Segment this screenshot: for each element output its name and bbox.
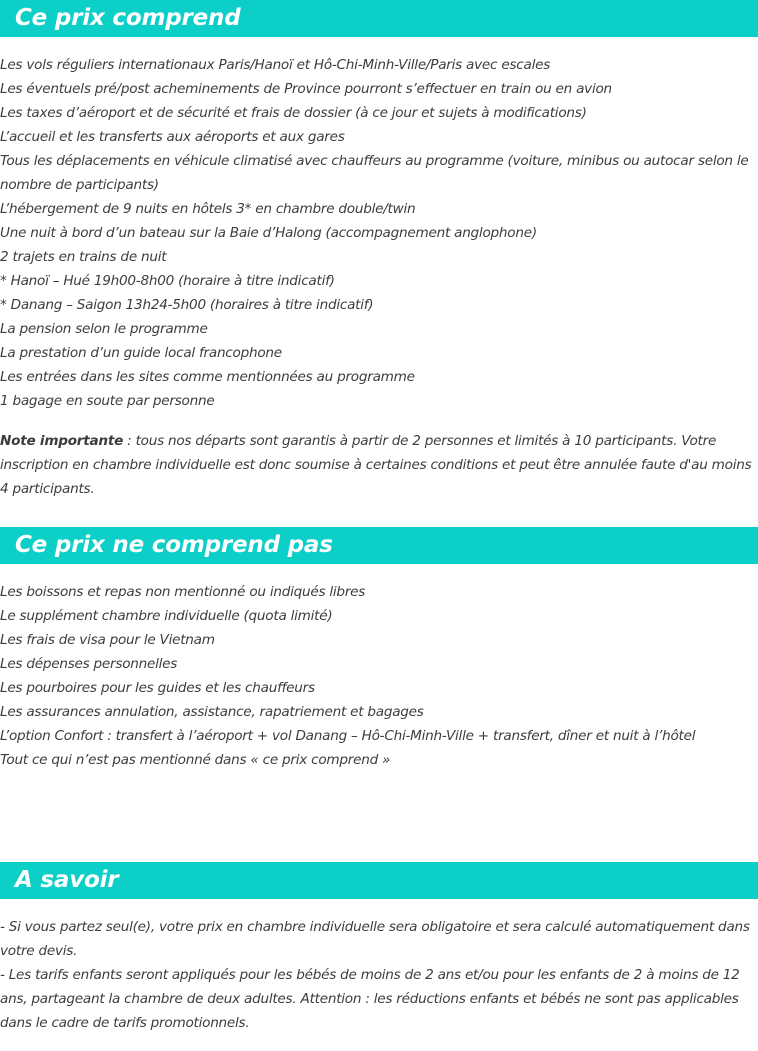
- list-item: Tous les déplacements en véhicule climatisé avec chauffeurs au programme (voiture, minibus ou autocar selon le nombre de participants): [0, 153, 749, 193]
- important-note-label: Note importante: [0, 433, 124, 449]
- list-item: La prestation d’un guide local francophone: [0, 345, 282, 361]
- important-note-text: : tous nos départs sont garantis à partir de 2 personnes et limités à 10 participants. Votre inscription en chambre individuelle est donc soumise à certaines conditions et peut être annulée faute d'au moins 4 participants.: [0, 433, 752, 497]
- to-know-list: [0, 915, 758, 1035]
- section-header-excluded: Ce prix ne comprend pas: [0, 527, 758, 564]
- list-item: Les entrées dans les sites comme mentionnées au programme: [0, 369, 415, 385]
- list-item: 2 trajets en trains de nuit: [0, 249, 167, 265]
- included-list: [0, 53, 758, 501]
- list-item: Une nuit à bord d’un bateau sur la Baie d’Halong (accompagnement anglophone): [0, 225, 537, 241]
- list-item: Les éventuels pré/post acheminements de Province pourront s’effectuer en train ou en avion: [0, 81, 612, 97]
- list-item: * Danang – Saigon 13h24-5h00 (horaires à titre indicatif): [0, 297, 374, 313]
- list-item: Les dépenses personnelles: [0, 656, 178, 672]
- list-item: Les boissons et repas non mentionné ou indiqués libres: [0, 584, 366, 600]
- list-item: Les frais de visa pour le Vietnam: [0, 632, 215, 648]
- section-header-to-know: A savoir: [0, 862, 758, 899]
- list-item: L’accueil et les transferts aux aéroports et aux gares: [0, 129, 345, 145]
- important-note: [0, 429, 758, 501]
- list-item: Les pourboires pour les guides et les chauffeurs: [0, 680, 315, 696]
- section-header-included: Ce prix comprend: [0, 0, 758, 37]
- excluded-list: [0, 580, 758, 772]
- list-item: La pension selon le programme: [0, 321, 208, 337]
- list-item: 1 bagage en soute par personne: [0, 393, 215, 409]
- list-item: L’hébergement de 9 nuits en hôtels 3* en chambre double/twin: [0, 201, 416, 217]
- list-item: - Les tarifs enfants seront appliqués pour les bébés de moins de 2 ans et/ou pour les enfants de 2 à moins de 12 ans, partageant la chambre de deux adultes. Attention : les réductions enfants et bébés ne sont pas applicables dans le cadre de tarifs promotionnels.: [0, 967, 740, 1031]
- list-item: Tout ce qui n’est pas mentionné dans « ce prix comprend »: [0, 752, 391, 768]
- list-item: Le supplément chambre individuelle (quota limité): [0, 608, 333, 624]
- list-item: * Hanoï – Hué 19h00-8h00 (horaire à titre indicatif): [0, 273, 335, 289]
- list-item: - Si vous partez seul(e), votre prix en chambre individuelle sera obligatoire et sera calculé automatiquement dans votre devis.: [0, 919, 750, 959]
- list-item: L’option Confort : transfert à l’aéroport + vol Danang – Hô-Chi-Minh-Ville + transfert, dîner et nuit à l’hôtel: [0, 728, 696, 744]
- list-item: Les taxes d’aéroport et de sécurité et frais de dossier (à ce jour et sujets à modifications): [0, 105, 587, 121]
- list-item: Les vols réguliers internationaux Paris/Hanoï et Hô-Chi-Minh-Ville/Paris avec escales: [0, 57, 551, 73]
- list-item: Les assurances annulation, assistance, rapatriement et bagages: [0, 704, 424, 720]
